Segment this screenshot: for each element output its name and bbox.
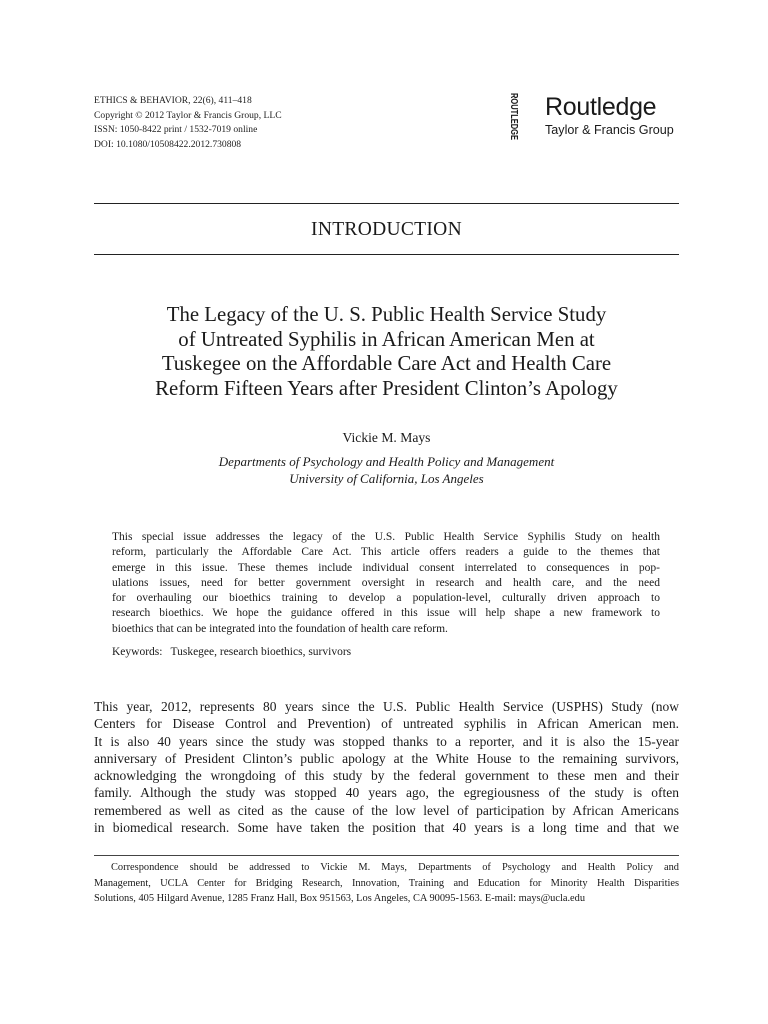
affiliation-line: University of California, Los Angeles [289, 471, 484, 486]
abstract-line: This special issue addresses the legacy of the U.S. Public Health Service Syphilis Study on health [112, 531, 660, 543]
keywords-value: Tuskegee, research bioethics, survivors [170, 646, 352, 658]
title-line: Reform Fifteen Years after President Clinton’s Apology [155, 376, 618, 400]
abstract-line: emerge in this issue. These themes include individual consent interrelated to consequences in pop- [112, 561, 660, 574]
title-line: Tuskegee on the Affordable Care Act and Health Care [161, 352, 612, 375]
section-rule [94, 254, 679, 255]
publisher-group: Taylor & Francis Group [545, 123, 674, 137]
title-line: The Legacy of the U. S. Public Health Service Study [166, 303, 607, 326]
top-rule [94, 203, 679, 204]
body-line: acknowledging the wrongdoing of this study by the federal government to these men and their [94, 768, 679, 784]
abstract-line: for overhauling our bioethics training to develop a population-level, culturally driven approach to [112, 592, 660, 605]
abstract-line: research bioethics. We hope the guidance offered in this issue will help shape a new framework to [112, 607, 660, 620]
body-line: anniversary of President Clinton’s public apology at the White House to the remaining survivors, [94, 750, 679, 766]
body-line: family. Although the study was stopped 40 years ago, the egregiousness of the study is often [94, 785, 679, 801]
abstract-line: reform, particularly the Affordable Care Act. This article offers readers a guide to the themes that [112, 546, 660, 559]
footnote-rule [94, 855, 679, 856]
doi-line: DOI: 10.1080/10508422.2012.730808 [94, 138, 242, 150]
body-line: remembered as well as cited as the cause of the low level of participation by African Americans [94, 802, 679, 818]
body-line: This year, 2012, represents 80 years since the U.S. Public Health Service (USPHS) Study (now [94, 699, 679, 714]
body-line: It is also 40 years since the study was stopped thanks to a reporter, and it is also the 15-year [94, 733, 679, 749]
correspondence-footnote [94, 860, 679, 907]
footnote-line: Management, UCLA Center for Bridging Research, Innovation, Training and Education for Minority Health Disparities [94, 877, 679, 889]
body-text [94, 698, 679, 836]
journal-metadata [94, 94, 282, 152]
body-line: Centers for Disease Control and Prevention) of untreated syphilis in African American men. [94, 716, 679, 732]
section-heading: INTRODUCTION [311, 219, 462, 240]
routledge-vertical-mark [498, 92, 519, 157]
title-line: of Untreated Syphilis in African American Men at [178, 327, 595, 351]
footnote-line: Solutions, 405 Hilgard Avenue, 1285 Franz Hall, Box 951563, Los Angeles, CA 90095-1563. E-mail: mays@ucla.edu [94, 893, 586, 904]
abstract [112, 530, 660, 637]
issn-line: ISSN: 1050-8422 print / 1532-7019 online [94, 124, 258, 135]
journal-citation: ETHICS & BEHAVIOR, 22(6), 411–418 [94, 95, 252, 106]
publisher-name: Routledge [545, 93, 657, 121]
footnote-line: Correspondence should be addressed to Vickie M. Mays, Departments of Psychology and Health Policy and [111, 862, 679, 873]
author-name: Vickie M. Mays [342, 430, 431, 445]
abstract-line: ulations issues, need for better government oversight in research and health care, and the need [112, 576, 660, 589]
keywords [112, 646, 351, 658]
abstract-line: bioethics that can be integrated into the foundation of health care reform. [112, 622, 448, 635]
copyright-line: Copyright © 2012 Taylor & Francis Group, LLC [94, 109, 282, 121]
keywords-label: Keywords: [112, 646, 163, 658]
body-line: in biomedical research. Some have taken the position that 40 years is a long time and that we [94, 820, 679, 836]
article-title [94, 303, 679, 401]
publisher-logo [498, 90, 688, 157]
affiliation-line: Departments of Psychology and Health Policy and Management [218, 454, 555, 469]
author-affiliation [94, 453, 679, 487]
vertical-mark-text: ROUTLEDGE [508, 93, 519, 157]
